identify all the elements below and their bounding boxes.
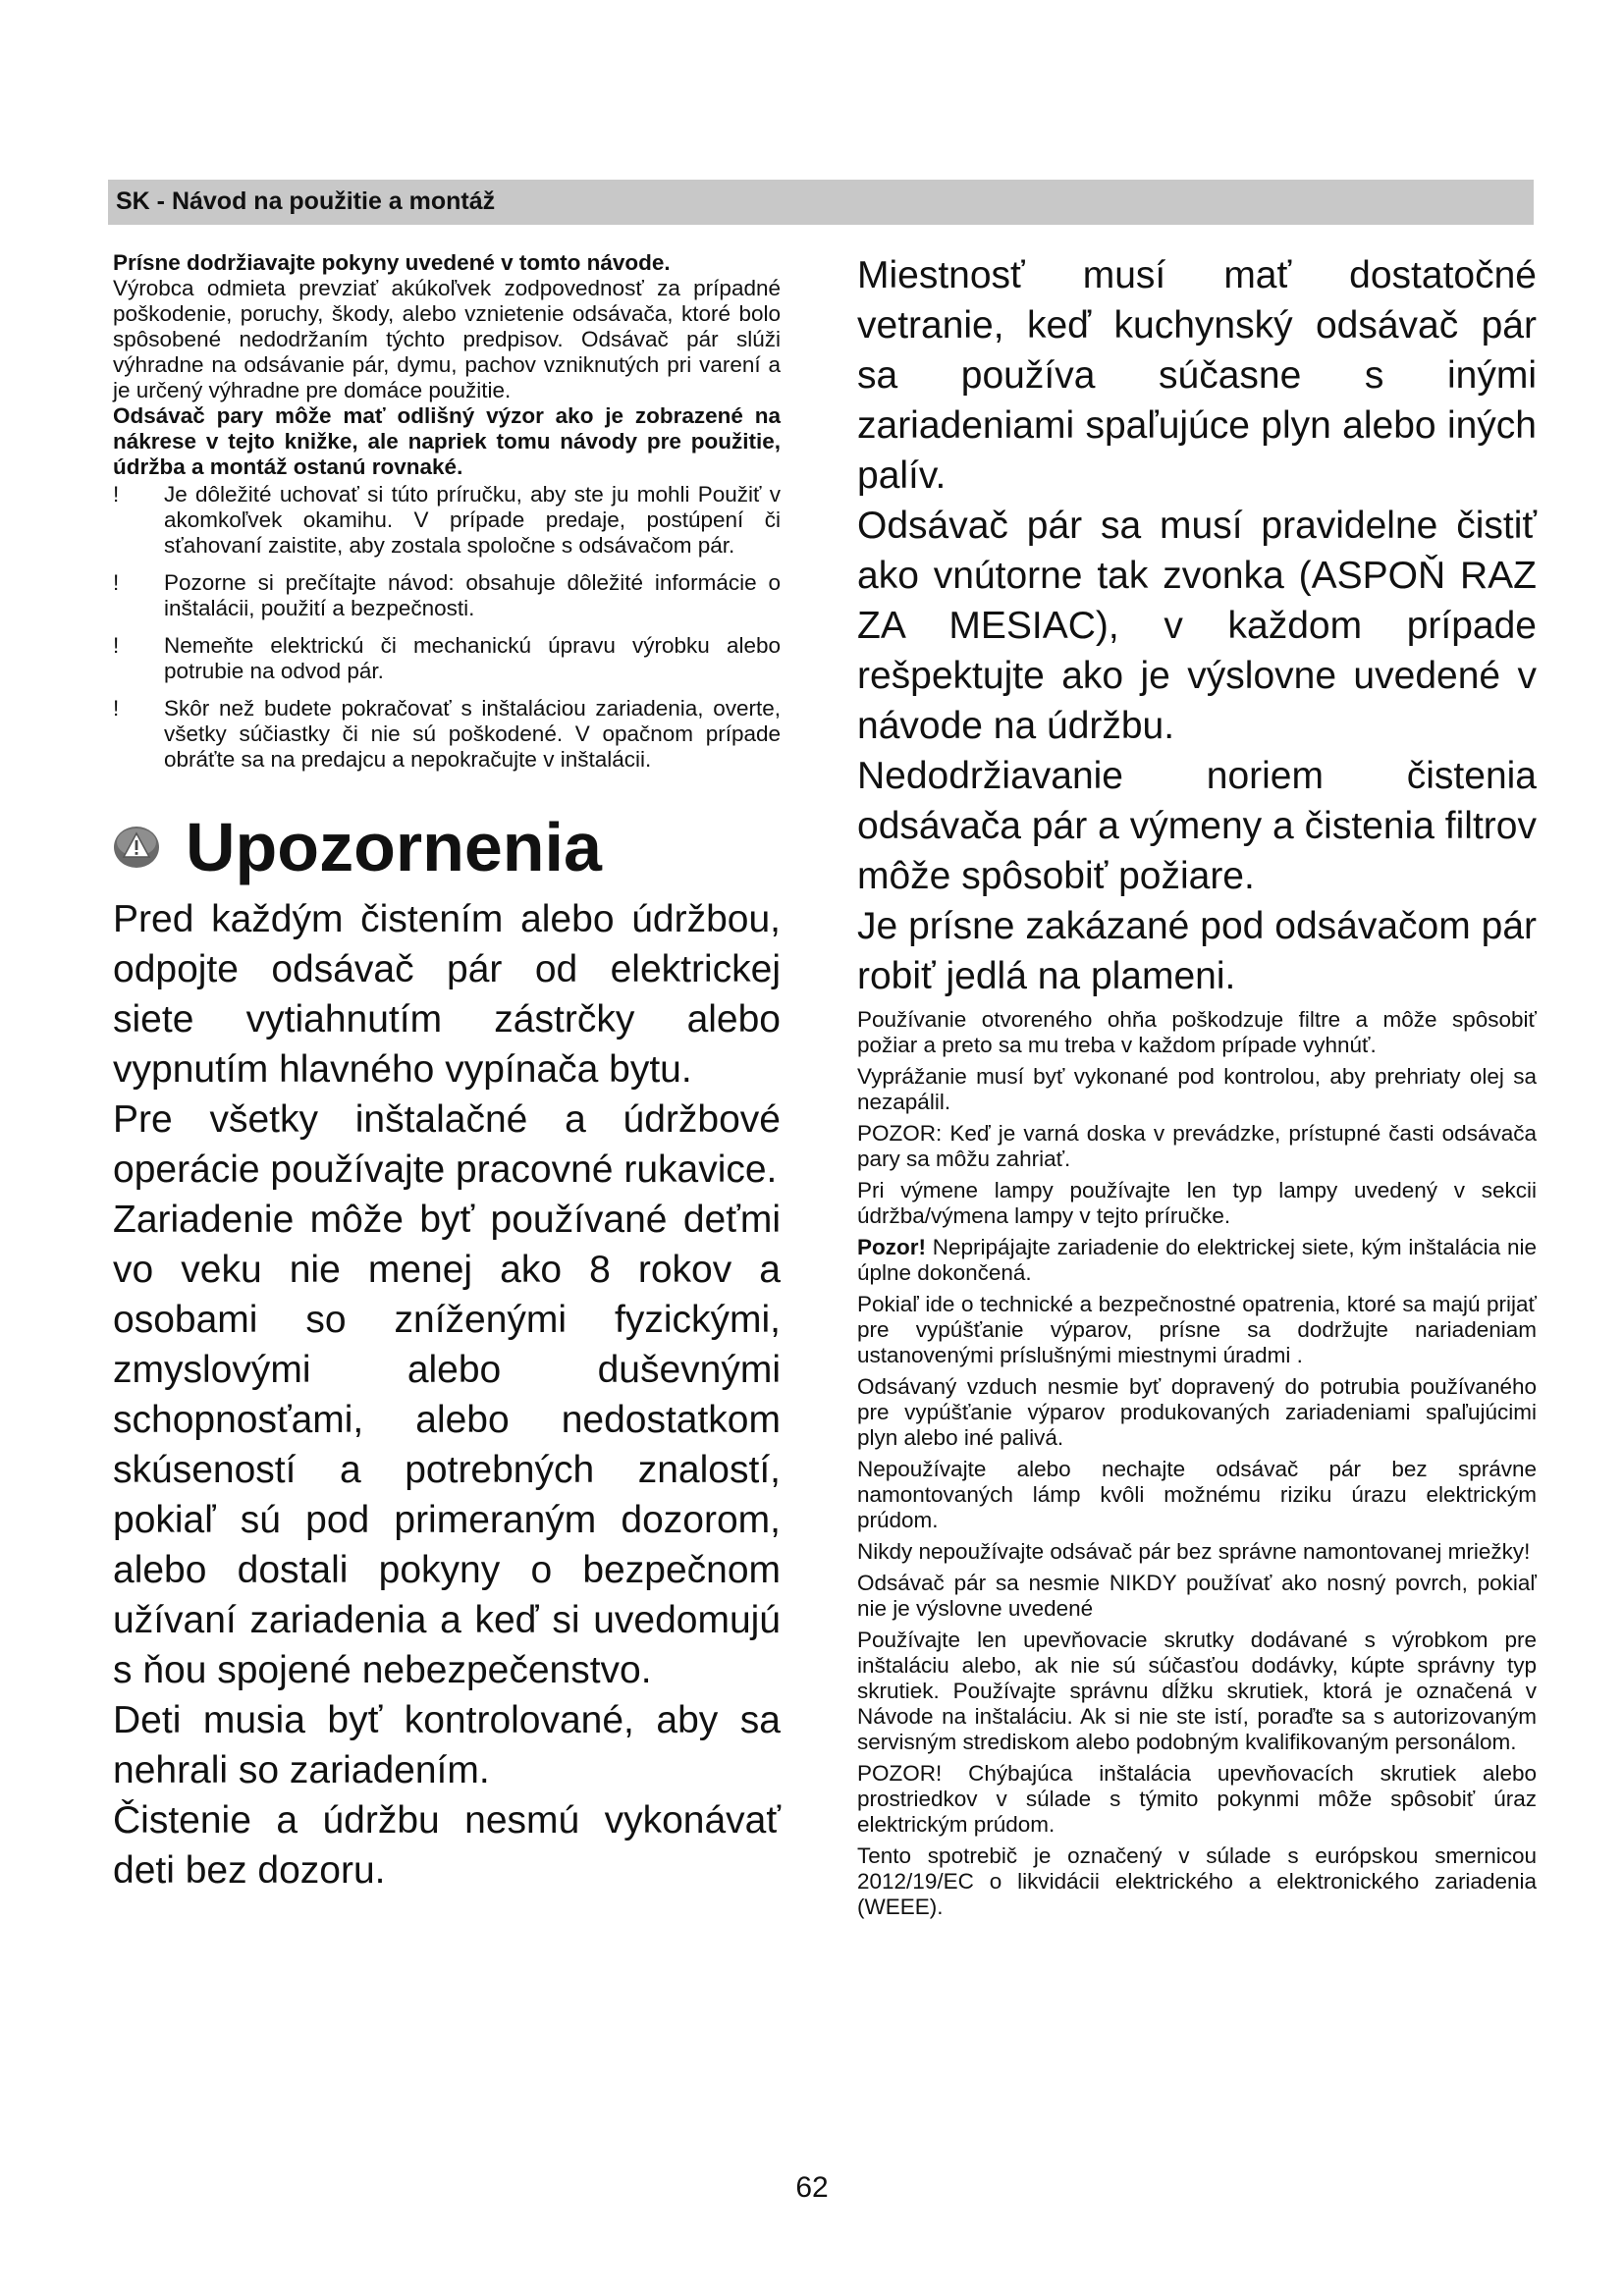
exclamation-mark: ! — [113, 696, 120, 721]
exclamation-mark: ! — [113, 482, 120, 507]
safety-paragraph: Odsávaný vzduch nesmie byť dopravený do potrubia používaného pre vypúšťanie výparov produkovaných zariadeniami spaľujúcimi plyn alebo iné palivá. — [857, 1374, 1537, 1450]
important-list — [113, 482, 781, 773]
safety-paragraph: Nepoužívajte alebo nechajte odsávač pár bez správne namontovaných lámp kvôli možnému riziku úrazu elektrickým prúdom. — [857, 1457, 1537, 1532]
cleaning-paragraph: Odsávač pár sa musí pravidelne čistiť ako vnútorne tak zvonka (ASPOŇ RAZ ZA MESIAC), v každom prípade rešpektujte ako je výslovne uvedené v návode na údržbu. — [857, 505, 1537, 747]
intro-text: Výrobca odmieta prevziať akúkoľvek zodpovednosť za prípadné poškodenie, poruchy, škody, alebo vznietenie odsávača, ktoré bolo spôsobené nedodržaním týchto predpisov. Odsávač pár slúži výhradne na odsávanie pár, dymu, pachov vzniknutých pri varení a je určený výhradne pre domáce použitie. — [113, 276, 781, 402]
pozor-label: Pozor! — [857, 1235, 926, 1259]
pozor-paragraph — [857, 1235, 1537, 1286]
safety-paragraph: Nikdy nepoužívajte odsávač pár bez správne namontovanej mriežky! — [857, 1539, 1531, 1564]
warning-heading — [113, 800, 781, 894]
safety-paragraph: Vyprážanie musí byť vykonané pod kontrolou, aby prehriaty olej sa nezapálil. — [857, 1064, 1537, 1114]
pozor-text: Nepripájajte zariadenie do elektrickej siete, kým inštalácia nie úplne dokončená. — [857, 1235, 1537, 1285]
warning-title: Upozornenia — [186, 809, 602, 885]
safety-paragraph: Používajte len upevňovacie skrutky dodávané s výrobkom pre inštaláciu alebo, ak nie sú súčasťou dodávky, kúpte správny typ skrutiek. Používajte správnu dĺžku skrutiek, ktorá je označená v Návode na inštaláciu. Ak si nie ste istí, poraďte sa s autorizovaným servisným strediskom alebo podobným kvalifikovaným personálom. — [857, 1628, 1537, 1754]
warning-paragraph: Deti musia byť kontrolované, aby sa nehrali so zariadením. — [113, 1699, 781, 1791]
list-item — [113, 696, 781, 773]
list-item — [113, 482, 781, 559]
warning-paragraph: Čistenie a údržbu nesmú vykonávať deti bez dozoru. — [113, 1799, 781, 1892]
warning-paragraph: Pre všetky inštalačné a údržbové operácie používajte pracovné rukavice. — [113, 1098, 781, 1191]
section-header-bar — [108, 180, 1534, 225]
flame-prohibition-paragraph: Je prísne zakázané pod odsávačom pár robiť jedlá na plameni. — [857, 905, 1537, 997]
left-column — [113, 250, 781, 1896]
safety-paragraph: POZOR: Keď je varná doska v prevádzke, prístupné časti odsávača pary sa môžu zahriať. — [857, 1121, 1537, 1171]
weee-paragraph: Tento spotrebič je označený v súlade s európskou smernicou 2012/19/EC o likvidácii elektrického a elektronického zariadenia (WEEE). — [857, 1843, 1537, 1919]
list-item — [113, 570, 781, 621]
ventilation-paragraph: Miestnosť musí mať dostatočné vetranie, keď kuchynský odsávač pár sa používa súčasne s inými zariadeniami spaľujúce plyn alebo iných palív. — [857, 254, 1537, 497]
list-item-text: Je dôležité uchovať si túto príručku, aby ste ju mohli Použiť v akomkoľvek okamihu. V prípade predaje, postúpení či sťahovaní zaistite, aby zostala spoločne s odsávačom pár. — [164, 482, 781, 558]
safety-paragraph: Odsávač pár sa nesmie NIKDY používať ako nosný povrch, pokiaľ nie je výslovne uvedené — [857, 1571, 1537, 1621]
warning-paragraph: Pred každým čistením alebo údržbou, odpojte odsávač pár od elektrickej siete vytiahnutím zástrčky alebo vypnutím hlavného vypínača bytu. — [113, 898, 781, 1091]
safety-paragraph: Používanie otvoreného ohňa poškodzuje filtre a môže spôsobiť požiar a preto sa mu treba v každom prípade vyhnúť. — [857, 1007, 1537, 1057]
safety-paragraph: Pokiaľ ide o technické a bezpečnostné opatrenia, ktoré sa majú prijať pre vypúšťanie výparov, prísne sa dodržujte nariadeniam ustanovenými príslušnými miestnymi úradmi . — [857, 1292, 1537, 1367]
list-item-text: Skôr než budete pokračovať s inštaláciou zariadenia, overte, všetky súčiastky či nie sú poškodené. V opačnom prípade obráťte sa na predajcu a nepokračujte v inštalácii. — [164, 696, 781, 772]
warning-triangle-icon — [113, 824, 160, 871]
section-header-title: SK - Návod na použitie a montáž — [116, 187, 496, 215]
list-item-text: Pozorne si prečítajte návod: obsahuje dôležité informácie o inštalácii, použití a bezpečnosti. — [164, 570, 781, 620]
appearance-note: Odsávač pary môže mať odlišný výzor ako je zobrazené na nákrese v tejto knižke, ale napriek tomu návody pre použitie, údržba a montáž ostanú rovnaké. — [113, 403, 781, 479]
list-item-text: Nemeňte elektrickú či mechanickú úpravu výrobku alebo potrubie na odvod pár. — [164, 633, 781, 683]
intro-bold: Prísne dodržiavajte pokyny uvedené v tomto návode. — [113, 250, 671, 275]
exclamation-mark: ! — [113, 633, 120, 658]
list-item — [113, 633, 781, 684]
right-column — [857, 250, 1537, 1926]
page-number: 62 — [795, 2171, 829, 2204]
fire-risk-paragraph: Nedodržiavanie noriem čistenia odsávača pár a výmeny a čistenia filtrov môže spôsobiť požiare. — [857, 755, 1537, 897]
exclamation-mark: ! — [113, 570, 120, 595]
safety-paragraph: POZOR! Chýbajúca inštalácia upevňovacích skrutiek alebo prostriedkov v súlade s týmito pokynmi môže spôsobiť úraz elektrickým prúdom. — [857, 1761, 1537, 1837]
safety-paragraph: Pri výmene lampy používajte len typ lampy uvedený v sekcii údržba/výmena lampy v tejto príručke. — [857, 1178, 1537, 1228]
warning-paragraph: Zariadenie môže byť používané deťmi vo veku nie menej ako 8 rokov a osobami so zníženými fyzickými, zmyslovými alebo duševnými schopnosťami, alebo nedostatkom skúseností a potrebných znalostí, pokiaľ sú pod primeraným dozorom, alebo dostali pokyny o bezpečnom užívaní zariadenia a keď si uvedomujú s ňou spojené nebezpečenstvo. — [113, 1199, 781, 1691]
